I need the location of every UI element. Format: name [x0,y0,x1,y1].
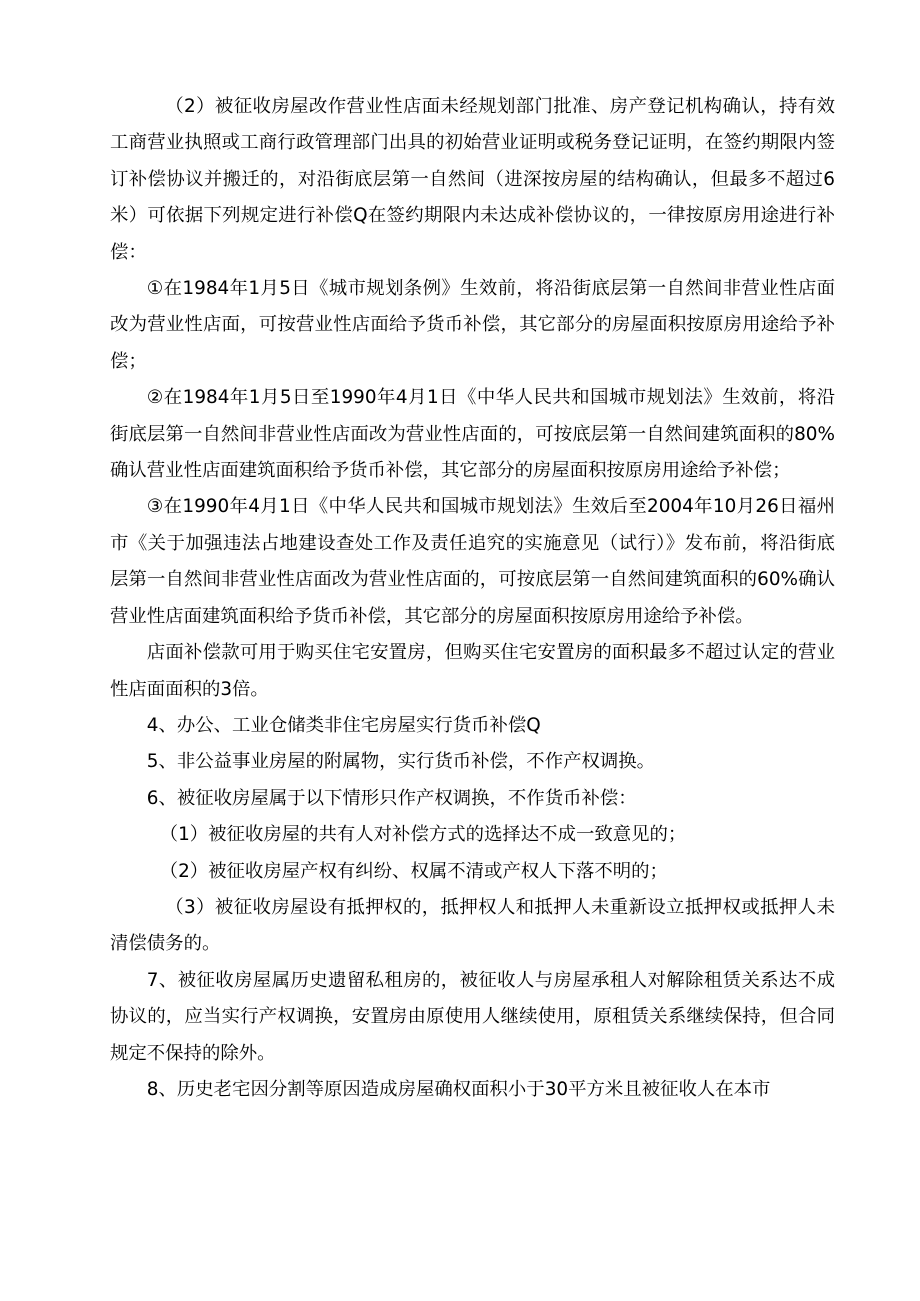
paragraph-section-6-sub-2: （2）被征收房屋产权有纠纷、权属不清或产权人下落不明的； [159,860,668,882]
document-body [110,89,835,1108]
paragraph-item-1984-1990: ②在1984年1月5日至1990年4月1日《中华人民共和国城市规划法》生效前，将沿街底层第一自然间非营业性店面改为营业性店面的，可按底层第一自然间建筑面积的80%确认营业性店面建筑面积给予货币补偿，其它部分的房屋面积按原房用途给予补偿； [110,387,835,482]
paragraph-section-6-sub-3: （3）被征收房屋设有抵押权的，抵押权人和抵押人未重新设立抵押权或抵押人未清偿债务的。 [110,896,835,955]
paragraph-section-7: 7、被征收房屋属历史遗留私租房的，被征收人与房屋承租人对解除租赁关系达不成协议的，应当实行产权调换，安置房由原使用人继续使用，原租赁关系继续保持，但合同规定不保持的除外。 [110,969,835,1064]
paragraph-section-5: 5、非公益事业房屋的附属物，实行货币补偿，不作产权调换。 [146,751,656,773]
paragraph-section-6-sub-1: （1）被征收房屋的共有人对补偿方式的选择达不成一致意见的； [159,824,687,846]
paragraph-section-8: 8、历史老宅因分割等原因造成房屋确权面积小于30平方米且被征收人在本市 [146,1078,771,1100]
paragraph-item-1984: ①在1984年1月5日《城市规划条例》生效前，将沿街底层第一自然间非营业性店面改为营业性店面，可按营业性店面给予货币补偿，其它部分的房屋面积按原房用途给予补偿； [110,278,835,372]
paragraph-section-4: 4、办公、工业仓储类非住宅房屋实行货币补偿Q [146,714,541,736]
paragraph-section-6: 6、被征收房屋属于以下情形只作产权调换，不作货币补偿： [146,787,637,809]
paragraph-shop-compensation-use: 店面补偿款可用于购买住宅安置房，但购买住宅安置房的面积最多不超过认定的营业性店面面积的3倍。 [110,642,835,700]
paragraph-item-1990-2004: ③在1990年4月1日《中华人民共和国城市规划法》生效后至2004年10月26日福州市《关于加强违法占地建设查处工作及责任追究的实施意见（试行）》发布前，将沿街底层第一自然间非营业性店面改为营业性店面的，可按底层第一自然间建筑面积的60%确认营业性店面建筑面积给予货币补偿，其它部分的房屋面积按原房用途给予补偿。 [110,496,835,627]
paragraph-shop-conversion: （2）被征收房屋改作营业性店面未经规划部门批准、房产登记机构确认，持有效工商营业执照或工商行政管理部门出具的初始营业证明或税务登记证明，在签约期限内签订补偿协议并搬迁的，对沿街底层第一自然间（进深按房屋的结构确认，但最多不超过6米）可依据下列规定进行补偿Q在签约期限内未达成补偿协议的，一律按原房用途进行补偿： [110,96,835,263]
